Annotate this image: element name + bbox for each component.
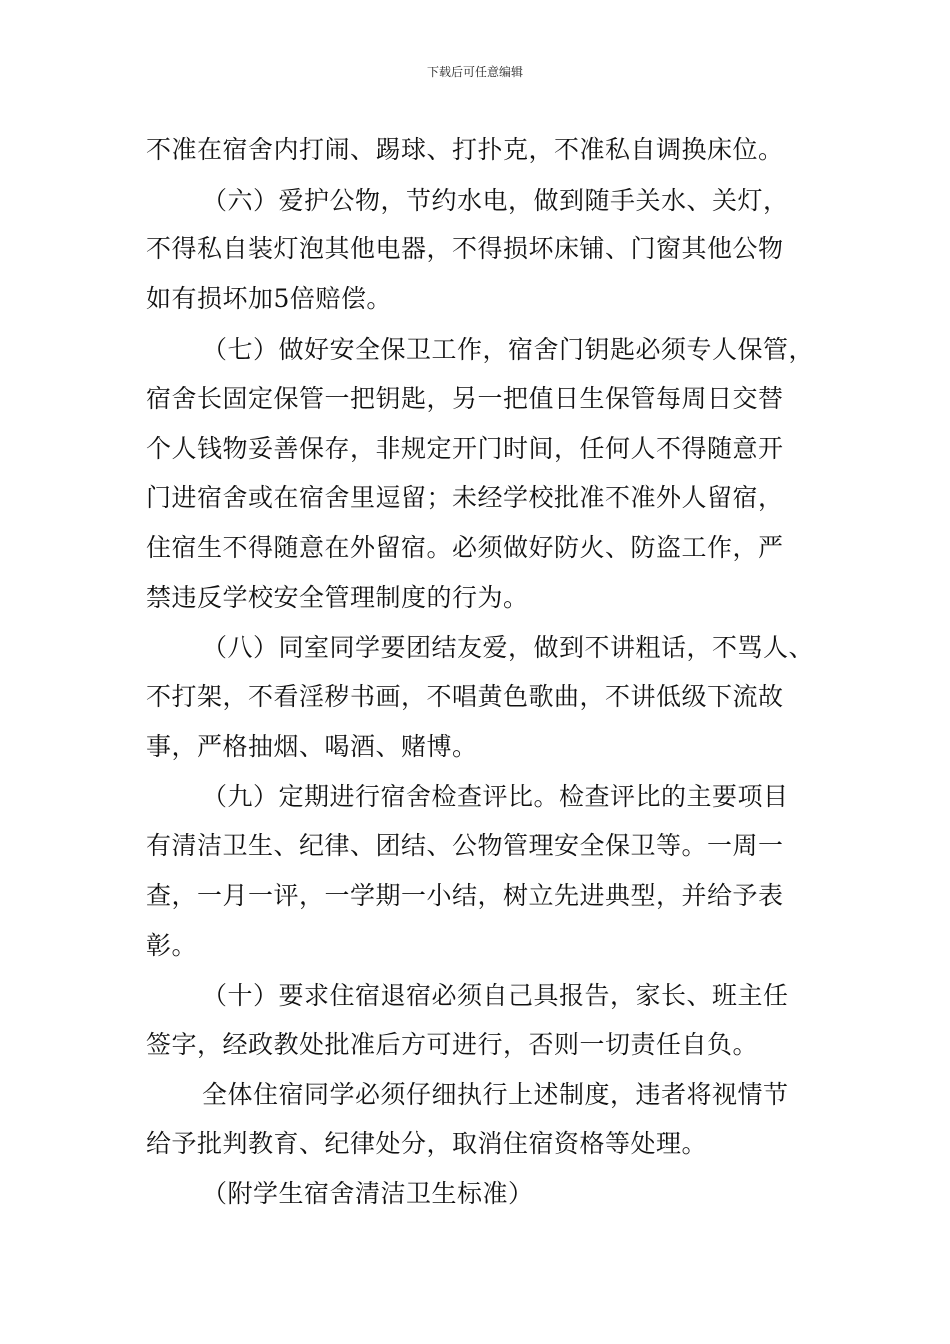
text-line: 全体住宿同学必须仔细执行上述制度，违者将视情节 xyxy=(202,1080,789,1109)
text-line: （八）同室同学要团结友爱，做到不讲粗话，不骂人、 xyxy=(202,633,815,662)
text-line: 不准在宿舍内打闹、踢球、打扑克，不准私自调换床位。 xyxy=(146,135,784,164)
page-header-note: 下载后可任意编辑 xyxy=(426,65,523,79)
text-line: （六）爱护公物，节约水电，做到随手关水、关灯， xyxy=(202,186,789,215)
text-line: 查，一月一评，一学期一小结，树立先进典型，并给予表 xyxy=(146,881,784,910)
text-line: 门进宿舍或在宿舍里逗留；未经学校批准不准外人留宿， xyxy=(146,483,784,512)
text-line: 彰。 xyxy=(146,931,198,960)
text-line: 如有损坏加5倍赔偿。 xyxy=(146,284,392,313)
text-line: （七）做好安全保卫工作，宿舍门钥匙必须专人保管， xyxy=(202,335,815,364)
text-line: 禁违反学校安全管理制度的行为。 xyxy=(146,583,529,612)
text-line: 签字，经政教处批准后方可进行，否则一切责任自负。 xyxy=(146,1030,759,1059)
text-line: 给予批判教育、纪律处分，取消住宿资格等处理。 xyxy=(146,1129,708,1158)
text-line: （十）要求住宿退宿必须自己具报告，家长、班主任 xyxy=(202,981,789,1010)
text-line: 宿舍长固定保管一把钥匙，另一把值日生保管每周日交替 xyxy=(146,384,784,413)
text-line: 事，严格抽烟、喝酒、赌博。 xyxy=(146,732,478,761)
text-line: 不得私自装灯泡其他电器，不得损坏床铺、门窗其他公物 xyxy=(146,234,784,263)
text-line: （九）定期进行宿舍检查评比。检查评比的主要项目 xyxy=(202,782,789,811)
text-line: 不打架，不看淫秽书画，不唱黄色歌曲，不讲低级下流故 xyxy=(146,682,784,711)
text-line: 个人钱物妥善保存，非规定开门时间，任何人不得随意开 xyxy=(146,434,784,463)
text-line: 有清洁卫生、纪律、团结、公物管理安全保卫等。一周一 xyxy=(146,831,784,860)
text-line: 住宿生不得随意在外留宿。必须做好防火、防盗工作，严 xyxy=(146,533,784,562)
text-line: （附学生宿舍清洁卫生标准） xyxy=(202,1179,534,1208)
